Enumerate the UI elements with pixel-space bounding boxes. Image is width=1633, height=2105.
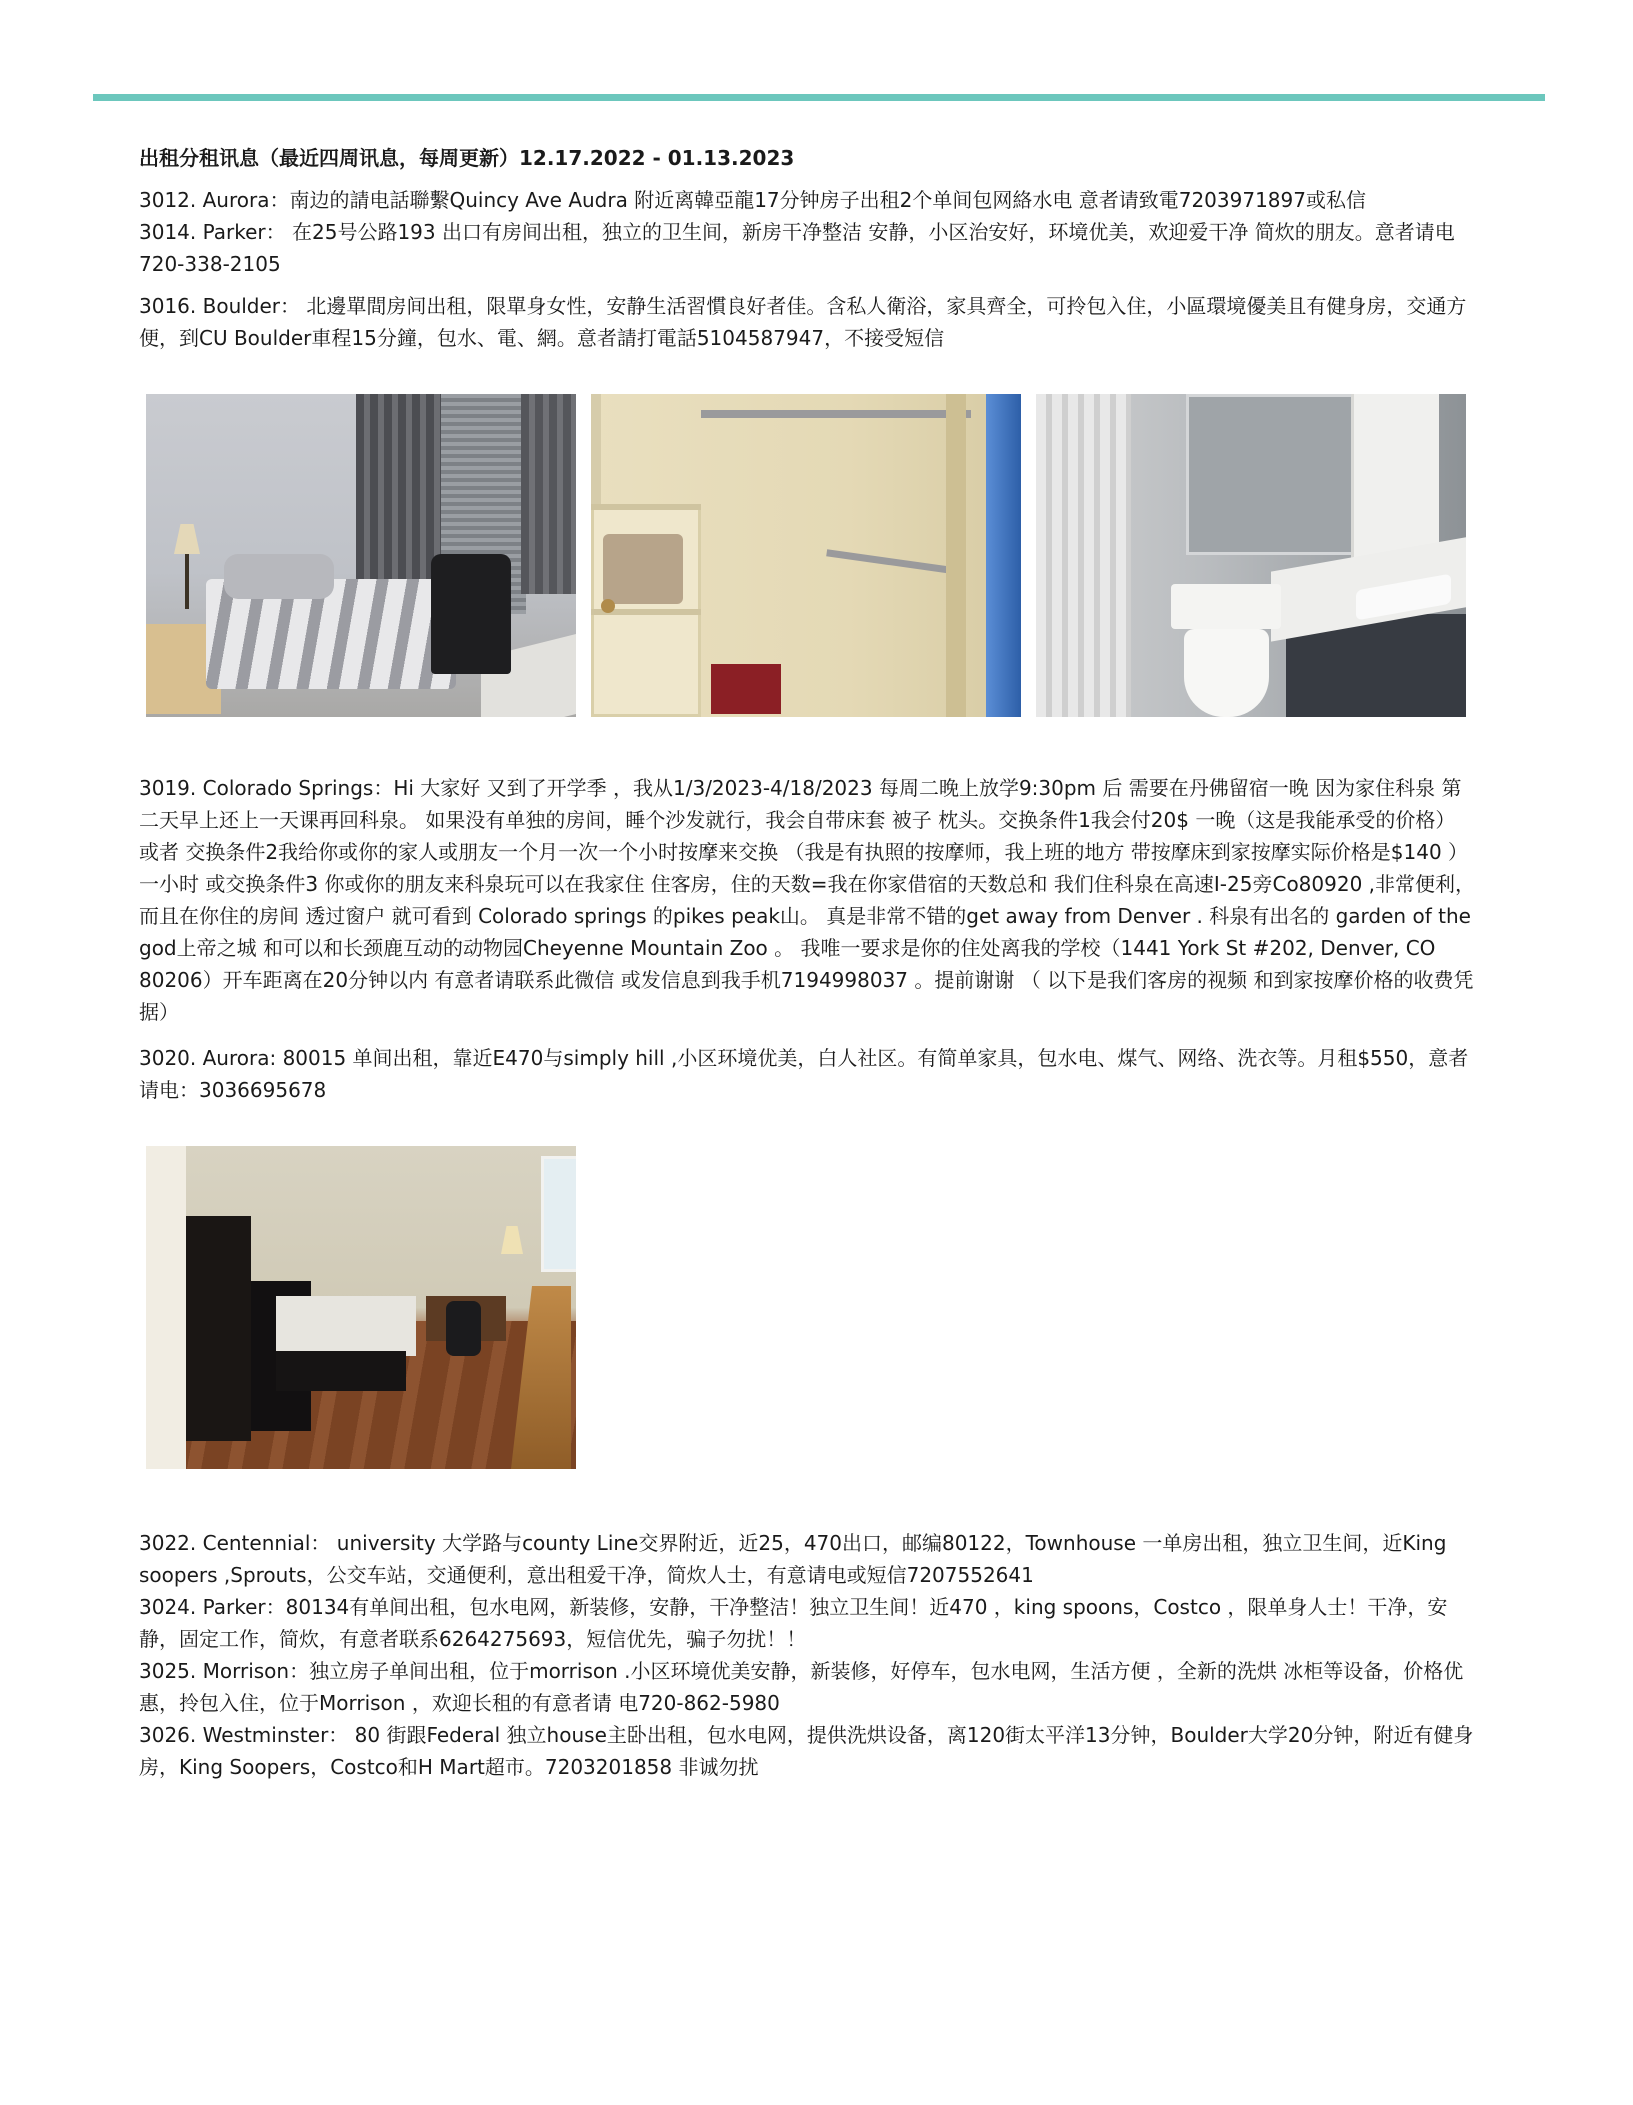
listing-3020: 3020. Aurora: 80015 单间出租，靠近E470与simply hill ,小区环境优美，白人社区。有简单家具，包水电、煤气、网络、洗衣等。月租$550，意者请电：3036695678 <box>139 1046 1469 1102</box>
listings-document <box>139 140 1475 1783</box>
listing-3016-photos <box>146 394 1475 717</box>
page-heading: 出租分租讯息（最近四周讯息，每周更新）12.17.2022 - 01.13.2023 <box>139 146 795 170</box>
bedroom-photo <box>146 394 576 717</box>
closet-photo <box>591 394 1021 717</box>
listing-3024: 3024. Parker：80134有单间出租，包水电网，新装修，安静，干净整洁！独立卫生间！近470 ，king spoons，Costco ，限单身人士！干净，安静，固定工作，简炊，有意者联系6264275693，短信优先，骗子勿扰！！ <box>139 1595 1448 1651</box>
listing-3026: 3026. Westminster： 80 街跟Federal 独立house主卧出租，包水电网，提供洗烘设备，离120街太平洋13分钟，Boulder大学20分钟，附近有健身房，King Soopers，Costco和H Mart超市。7203201858 非诚勿扰 <box>139 1723 1474 1779</box>
header-accent-rule <box>93 94 1545 101</box>
listing-3016: 3016. Boulder： 北邊單間房间出租，限單身女性，安静生活習慣良好者佳。含私人衛浴，家具齊全，可拎包入住，小區環境優美且有健身房，交通方便，到CU Boulder車程15分鐘，包水、電、網。意者請打電話5104587947，不接受短信 <box>139 294 1467 350</box>
listing-3025: 3025. Morrison：独立房子单间出租，位于morrison .小区环境优美安静，新装修，好停车，包水电网，生活方便 ，全新的洗烘 冰柜等设备，价格优惠，拎包入住，位于Morrison ，欢迎长租的有意者请 电720-862-5980 <box>139 1659 1464 1715</box>
listing-3014: 3014. Parker： 在25号公路193 出口有房间出租，独立的卫生间，新房干净整洁 安静，小区治安好，环境优美，欢迎爱干净 简炊的朋友。意者请电720-338-2105 <box>139 220 1455 276</box>
bathroom-photo <box>1036 394 1466 717</box>
listing-3012: 3012. Aurora：南边的請电話聯繫Quincy Ave Audra 附近离韓亞龍17分钟房子出租2个单间包网絡水电 意者请致電7203971897或私信 <box>139 188 1366 212</box>
listing-3019: 3019. Colorado Springs：Hi 大家好 又到了开学季 ，我从1/3/2023-4/18/2023 每周二晚上放学9:30pm 后 需要在丹佛留宿一晚 因为家住科泉 第二天早上还上一天课再回科泉。 如果没有单独的房间，睡个沙发就行，我会自带床套 被子 枕头。交换条件1我会付20$ 一晚（这是我能承受的价格）或者 交换条件2我给你或你的家人或朋友一个月一次一个小时按摩来交换 （我是有执照的按摩师，我上班的地方 带按摩床到家按摩实际价格是$140 ）一小时 或交换条件3 你或你的朋友来科泉玩可以在我家住 住客房，住的天数=我在你家借宿的天数总和 我们住科泉在高速I-25旁Co80920 ,非常便利，而且在你住的房间 透过窗户 就可看到 Colorado springs 的pikes peak山。 真是非常不错的get away from Denver . 科泉有出名的 garden of the god上帝之城 和可以和长颈鹿互动的动物园Cheyenne Mountain Zoo 。 我唯一要求是你的住处离我的学校（1441 York St #202, Denver, CO 80206）开车距离在20分钟以内 有意者请联系此微信 或发信息到我手机7194998037 。提前谢谢 （ 以下是我们客房的视频 和到家按摩价格的收费凭据） <box>139 776 1476 1024</box>
listing-3022: 3022. Centennial： university 大学路与county Line交界附近，近25，470出口，邮编80122，Townhouse 一单房出租，独立卫生间，近King soopers ,Sprouts，公交车站，交通便利，意出租爱干净，简炊人士，有意请电或短信7207552641 <box>139 1531 1447 1587</box>
listing-3020-photos <box>146 1146 1475 1469</box>
room-photo <box>146 1146 576 1469</box>
